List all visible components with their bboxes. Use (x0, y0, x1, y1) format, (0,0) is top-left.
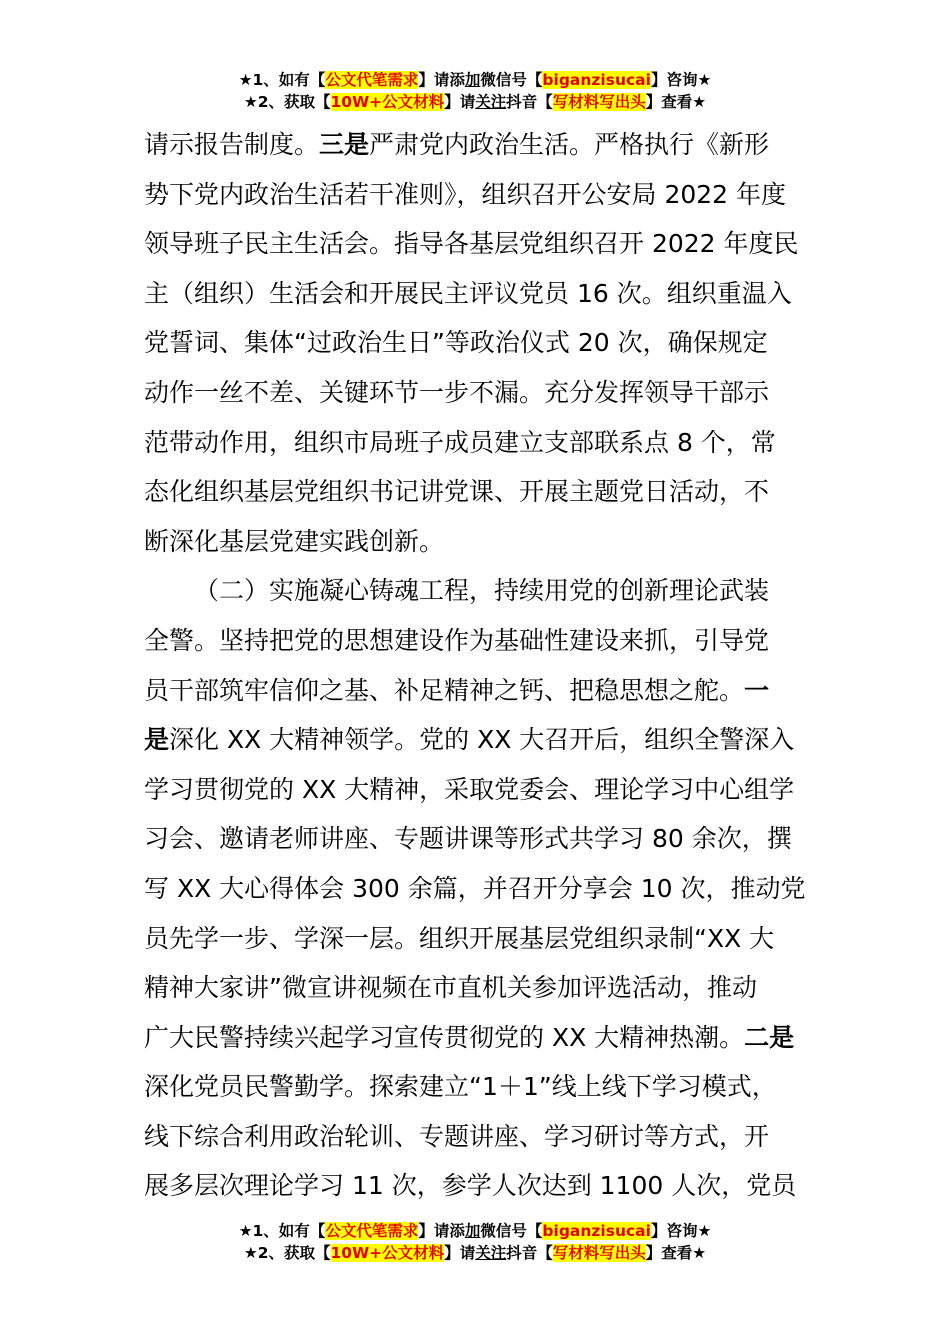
banner-text: 请添 (433, 1222, 465, 1240)
text-line (144, 819, 808, 869)
bold-marker: 二是 (744, 1022, 795, 1052)
text-line (144, 1067, 808, 1117)
text-run: （二）实施凝心铸魂工程，持续用党的创新理论武装 (194, 576, 770, 606)
bold-marker: 三是 (319, 130, 370, 159)
text-line (144, 175, 808, 225)
text-line (144, 968, 808, 1018)
bracket: 【 (309, 71, 326, 89)
text-run: 员先学一步、学深一层。组织开展基层党组织录制“XX 大 (144, 923, 775, 953)
text-line (144, 671, 808, 721)
text-run: 党誓词、集体“过政治生日”等政治仪式 20 次，确保规定 (144, 328, 768, 358)
banner-text: 查看★ (661, 1244, 707, 1262)
text-line (144, 1018, 808, 1068)
text-run: 势下党内政治生活若干准则》，组织召开公安局 2022 年度 (144, 179, 787, 209)
bracket: 【 (315, 93, 331, 111)
bracket: 】 (645, 93, 662, 111)
banner-text: 微信号 (480, 1222, 527, 1240)
text-line (144, 323, 808, 373)
text-line (144, 621, 808, 671)
text-run: 领导班子民主生活会。指导各基层党组织召开 2022 年度民 (144, 229, 799, 259)
footer-banner (0, 1220, 950, 1264)
text-line (144, 1117, 808, 1167)
highlight-service: 公文代笔需求 (325, 71, 419, 89)
text-line (144, 522, 808, 572)
text-run: 范带动作用，组织市局班子成员建立支部联系点 8 个，常 (144, 427, 776, 457)
bracket: 【 (309, 1222, 326, 1240)
text-run: 学习贯彻党的 XX 大精神，采取党委会、理论学习中心组学 (144, 774, 795, 804)
text-line (144, 1166, 808, 1216)
text-line (144, 274, 808, 324)
banner-text: 咨询★ (666, 71, 712, 89)
highlight-service: 公文代笔需求 (325, 1222, 419, 1240)
text-line (144, 869, 808, 919)
text-run: 展多层次理论学习 11 次，参学人次达到 1100 人次，党员 (144, 1171, 797, 1201)
highlight-materials: 10W+公文材料 (330, 93, 445, 111)
text-line (144, 224, 808, 274)
banner-text: 请 (459, 93, 476, 111)
highlight-douyin: 写材料写出头 (552, 93, 646, 111)
bracket: 】 (444, 1244, 460, 1262)
banner-line-1 (0, 1220, 950, 1242)
text-line (144, 423, 808, 473)
text-run: 全警。坚持把党的思想建设作为基础性建设来抓，引导党 (144, 625, 770, 655)
banner-text: 请添 (433, 71, 465, 89)
banner-line-2 (0, 91, 950, 113)
bracket: 】 (418, 71, 434, 89)
bold-marker: 一 (744, 675, 770, 705)
header-banner (0, 69, 950, 113)
banner-text-underlined: 关注 (475, 1244, 507, 1262)
bracket: 】 (650, 1222, 667, 1240)
highlight-wechat-id: biganzisucai (542, 71, 651, 89)
banner-text-underlined: 关注 (475, 93, 507, 111)
banner-line-1 (0, 69, 950, 91)
banner-text: 抖音 (506, 93, 538, 111)
text-line (144, 720, 808, 770)
text-line (144, 770, 808, 820)
highlight-materials: 10W+公文材料 (330, 1244, 445, 1262)
text-run: 广大民警持续兴起学习宣传贯彻党的 XX 大精神热潮。 (144, 1022, 745, 1052)
text-run: 员干部筑牢信仰之基、补足精神之钙、把稳思想之舵。 (144, 675, 745, 705)
text-line (144, 919, 808, 969)
text-run: 写 XX 大心得体会 300 余篇，并召开分享会 10 次，推动党 (144, 873, 806, 903)
document-body (144, 125, 808, 1216)
bracket: 【 (526, 71, 543, 89)
text-run: 动作一丝不差、关键环节一步不漏。充分发挥领导干部示 (144, 377, 770, 407)
banner-text: ★2、获取 (243, 93, 315, 111)
highlight-douyin: 写材料写出头 (552, 1244, 646, 1262)
highlight-wechat-id: biganzisucai (542, 1222, 651, 1240)
banner-text: 抖音 (506, 1244, 538, 1262)
banner-text: 请 (459, 1244, 476, 1262)
text-line (144, 125, 808, 175)
bracket: 】 (418, 1222, 434, 1240)
text-run: 主（组织）生活会和开展民主评议党员 16 次。组织重温入 (144, 278, 792, 308)
banner-text: ★2、获取 (243, 1244, 315, 1262)
banner-text: ★1、如有 (238, 1222, 310, 1240)
banner-text-underlined: 加 (464, 71, 481, 89)
text-run: 习会、邀请老师讲座、专题讲课等形式共学习 80 余次，撰 (144, 824, 792, 854)
banner-text: 咨询★ (666, 1222, 712, 1240)
text-run: 深化 XX 大精神领学。党的 XX 大召开后，组织全警深入 (169, 725, 795, 755)
text-line (144, 373, 808, 423)
text-line (144, 571, 808, 621)
bracket: 】 (444, 93, 460, 111)
bold-marker: 是 (144, 725, 170, 755)
banner-text: ★1、如有 (238, 71, 310, 89)
text-line (144, 472, 808, 522)
text-run: 断深化基层党建实践创新。 (144, 526, 445, 556)
text-run: 精神大家讲”微宣讲视频在市直机关参加评选活动，推动 (144, 973, 757, 1003)
text-run: 严肃党内政治生活。严格执行《新形 (369, 130, 770, 159)
text-run: 线下综合利用政治轮训、专题讲座、学习研讨等方式，开 (144, 1121, 770, 1151)
banner-text: 微信号 (480, 71, 527, 89)
text-run: 请示报告制度。 (144, 130, 320, 159)
bracket: 】 (645, 1244, 662, 1262)
bracket: 【 (315, 1244, 331, 1262)
bracket: 【 (537, 93, 553, 111)
bracket: 【 (537, 1244, 553, 1262)
text-run: 态化组织基层党组织书记讲党课、开展主题党日活动，不 (144, 477, 770, 507)
banner-text: 查看★ (661, 93, 707, 111)
bracket: 【 (526, 1222, 543, 1240)
text-run: 深化党员民警勤学。探索建立“1＋1”线上线下学习模式， (144, 1072, 777, 1102)
bracket: 】 (650, 71, 667, 89)
banner-text-underlined: 加 (464, 1222, 481, 1240)
banner-line-2 (0, 1242, 950, 1264)
